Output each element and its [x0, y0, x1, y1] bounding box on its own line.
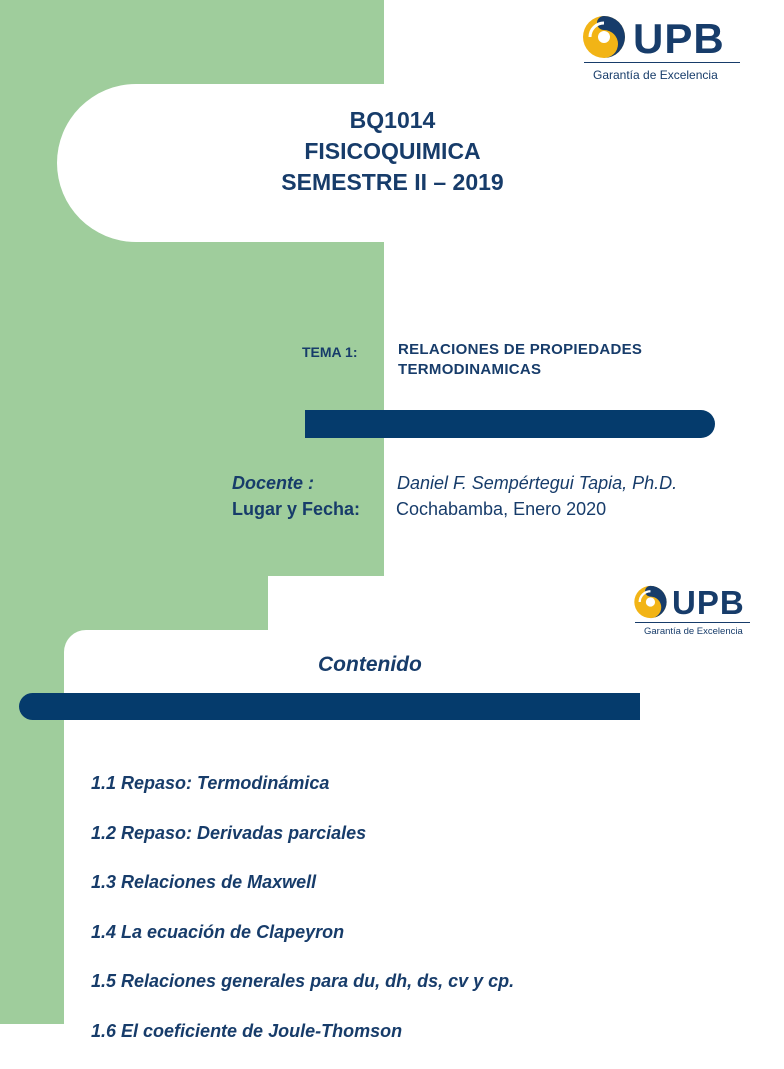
contents-heading: Contenido: [318, 653, 422, 677]
topic-label: TEMA 1:: [302, 344, 357, 360]
logo-rule: [635, 622, 750, 623]
list-item: 1.5 Relaciones generales para du, dh, ds, cv y cp.: [91, 970, 514, 1020]
topic-title-line: RELACIONES DE PROPIEDADES: [398, 340, 728, 360]
docente-value: Daniel F. Sempértegui Tapia, Ph.D.: [397, 473, 677, 494]
lugar-label: Lugar y Fecha:: [232, 499, 360, 520]
list-item: 1.2 Repaso: Derivadas parciales: [91, 822, 514, 872]
divider-bar: [305, 410, 715, 438]
list-item: 1.3 Relaciones de Maxwell: [91, 871, 514, 921]
logo-wordmark: UPB: [633, 16, 725, 62]
contents-slide: [0, 576, 768, 1024]
list-item: 1.1 Repaso: Termodinámica: [91, 772, 514, 822]
course-title: [190, 105, 595, 198]
course-code: BQ1014: [190, 105, 595, 136]
upb-logo: [632, 584, 752, 640]
logo-tagline: Garantía de Excelencia: [593, 68, 718, 82]
logo-wordmark: UPB: [672, 585, 745, 621]
course-name: FISICOQUIMICA: [190, 136, 595, 167]
upb-swirl-icon: [580, 14, 632, 60]
divider-bar: [19, 693, 640, 720]
list-item: 1.6 El coeficiente de Joule-Thomson: [91, 1020, 514, 1069]
logo-tagline: Garantía de Excelencia: [644, 626, 743, 637]
list-item: 1.4 La ecuación de Clapeyron: [91, 921, 514, 971]
docente-label: Docente :: [232, 473, 314, 494]
topic-title-line: TERMODINAMICAS: [398, 360, 728, 380]
topic-title: [398, 340, 728, 380]
lugar-value: Cochabamba, Enero 2020: [396, 499, 606, 520]
logo-rule: [584, 62, 740, 63]
upb-swirl-icon: [632, 584, 672, 620]
semester: SEMESTRE II – 2019: [190, 167, 595, 198]
upb-logo: [580, 14, 745, 84]
contents-list: [91, 772, 514, 1069]
